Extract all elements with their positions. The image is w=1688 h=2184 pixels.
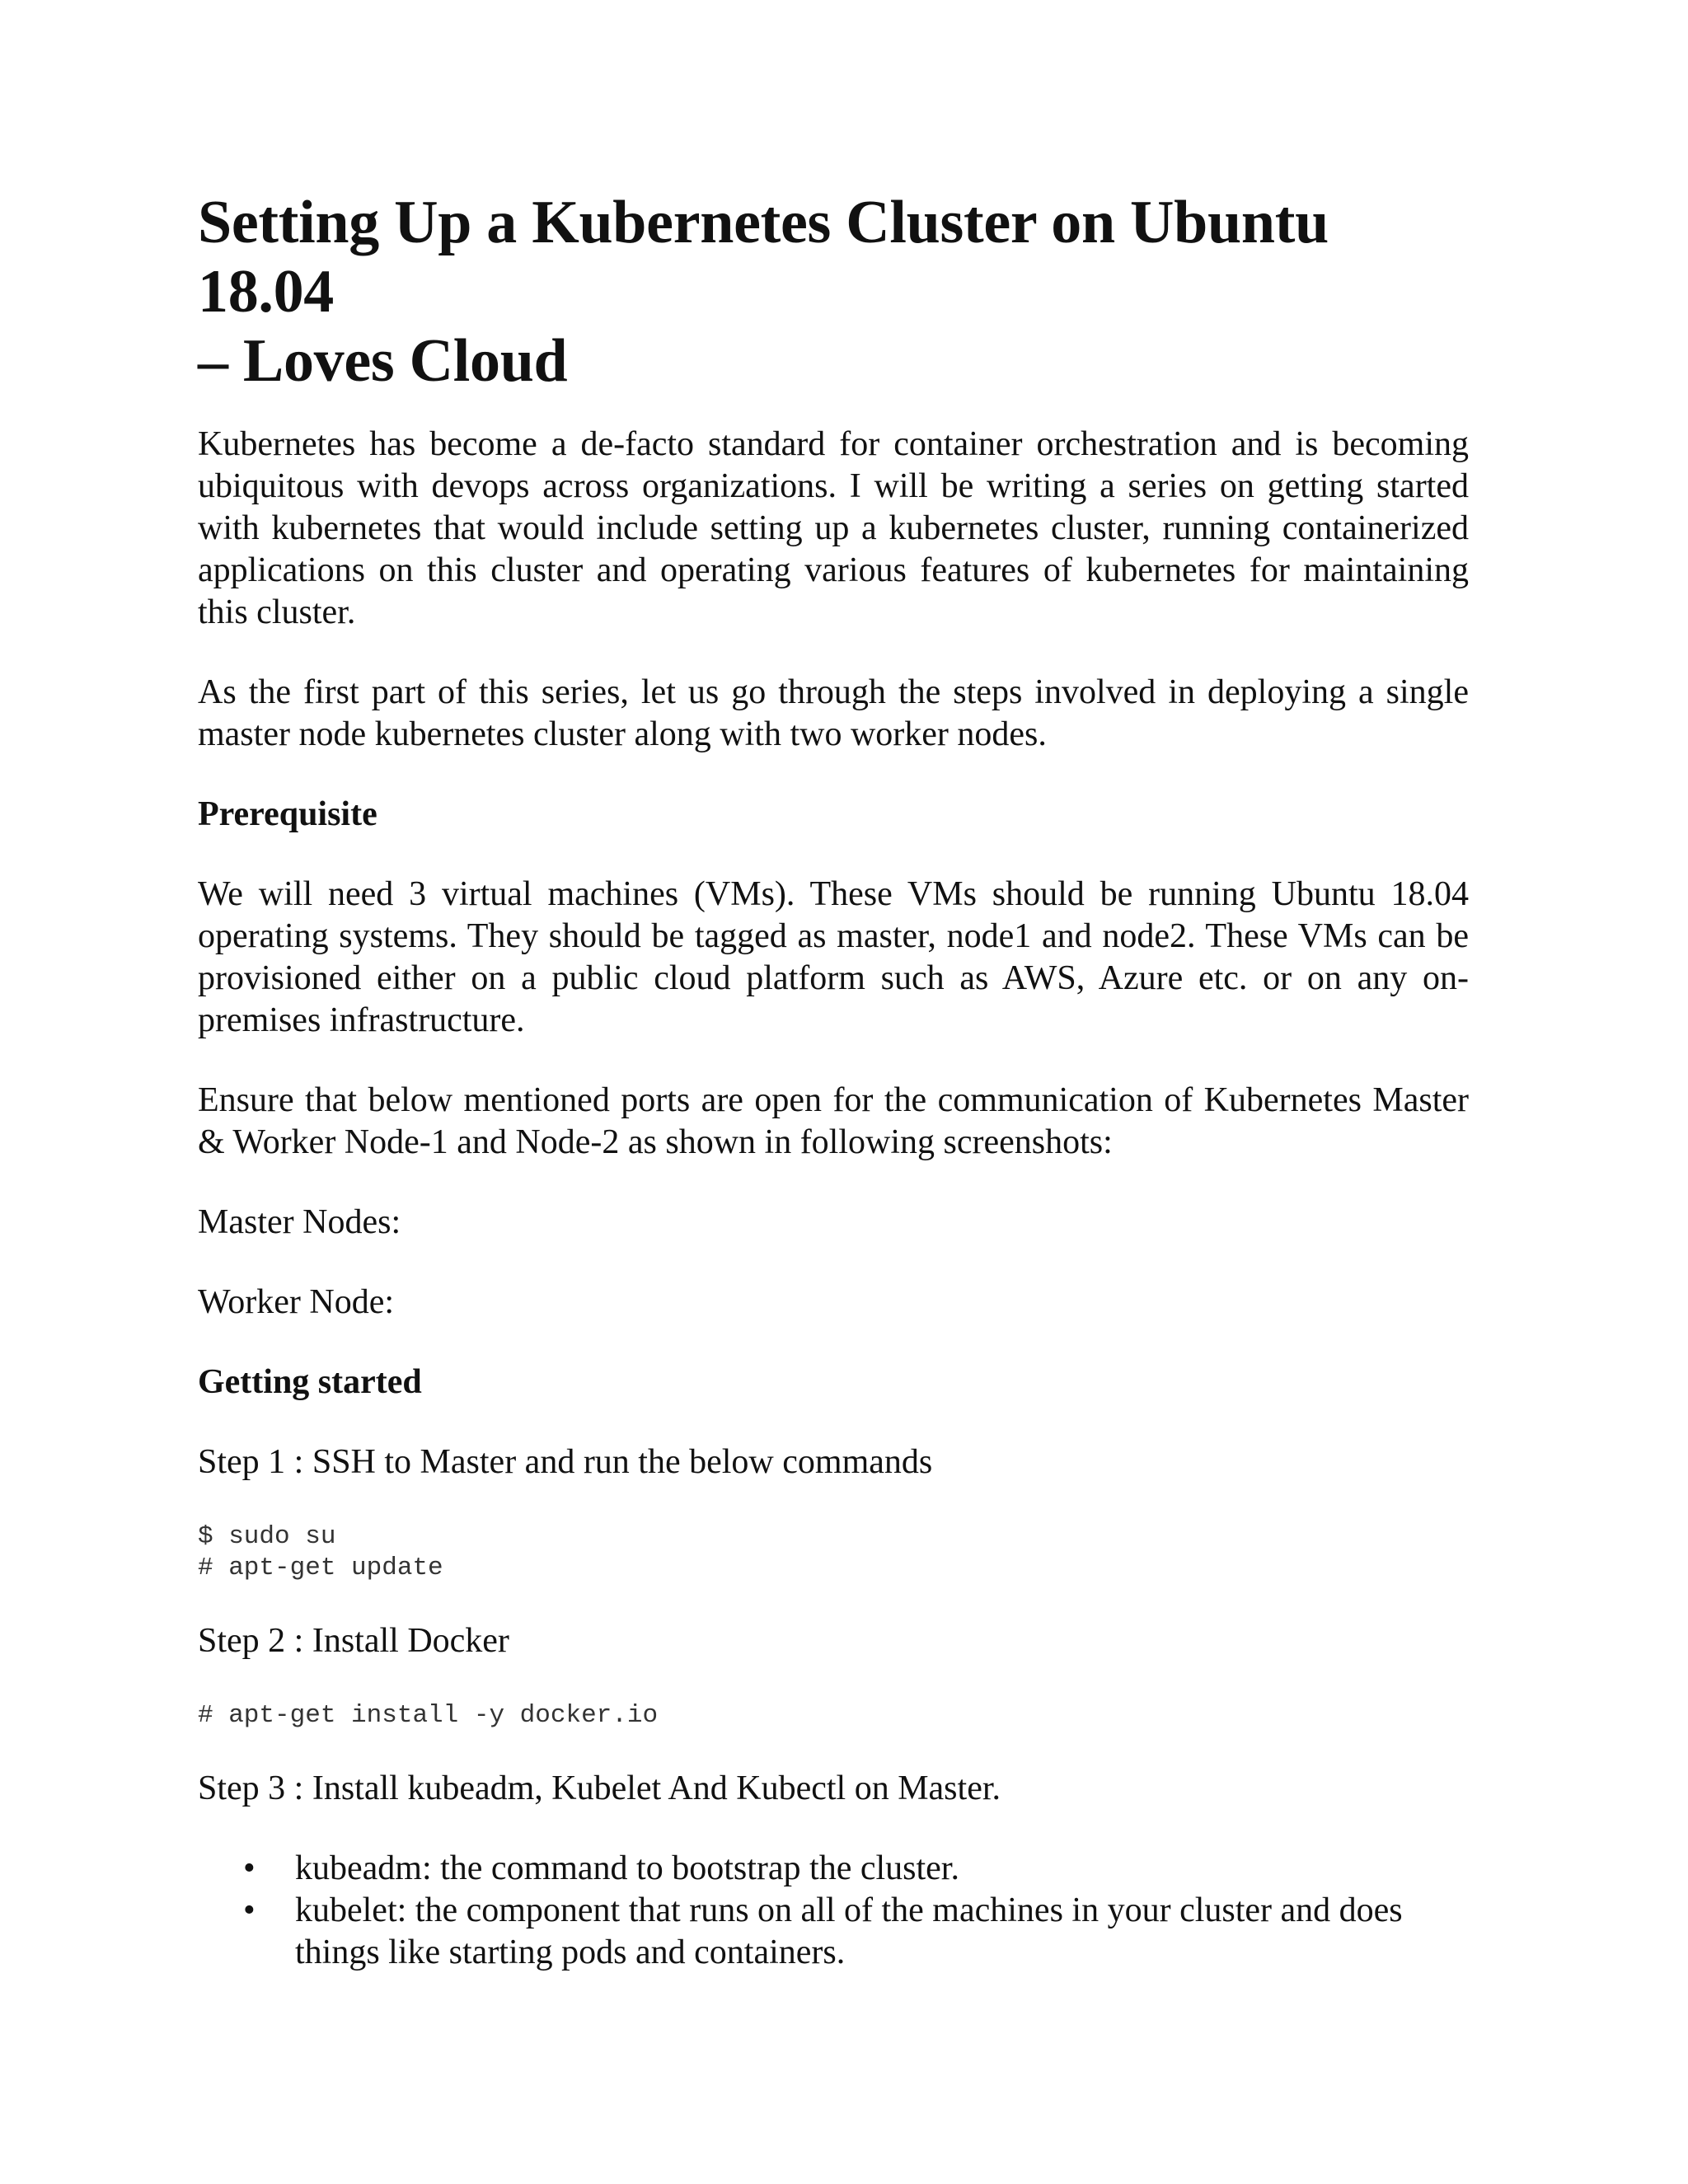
bullet-icon: • xyxy=(243,1849,256,1887)
list-item-text: kubeadm: the command to bootstrap the cluster. xyxy=(295,1849,959,1887)
list-item-text: kubelet: the component that runs on all of the machines in your cluster and does things like starting pods and containers. xyxy=(295,1891,1403,1971)
code-line: # apt-get install -y docker.io xyxy=(198,1701,659,1730)
component-bullet-list xyxy=(198,1848,1469,1974)
list-item xyxy=(198,1890,1469,1974)
intro-paragraph-2: As the first part of this series, let us go through the steps involved in deploying a single master node kubernetes cluster along with two worker nodes. xyxy=(198,673,1469,753)
step-1-text: Step 1 : SSH to Master and run the below commands xyxy=(198,1443,933,1481)
step-1-code-block xyxy=(198,1521,1469,1584)
getting-started-heading: Getting started xyxy=(198,1363,422,1401)
step-3-text: Step 3 : Install kubeadm, Kubelet And Kubectl on Master. xyxy=(198,1769,1001,1807)
title-line-1: Setting Up a Kubernetes Cluster on Ubuntu 18.04 xyxy=(198,189,1329,326)
prerequisite-paragraph-2: Ensure that below mentioned ports are open for the communication of Kubernetes Master & Worker Node-1 and Node-2 as shown in following screenshots: xyxy=(198,1081,1469,1161)
title-line-2: – Loves Cloud xyxy=(198,327,568,395)
step-2-code-block xyxy=(198,1700,1469,1732)
bullet-icon: • xyxy=(243,1891,256,1929)
prerequisite-heading: Prerequisite xyxy=(198,795,377,833)
master-nodes-label: Master Nodes: xyxy=(198,1203,401,1241)
document-page xyxy=(198,188,1469,1974)
worker-node-label: Worker Node: xyxy=(198,1283,395,1321)
page-title xyxy=(198,188,1469,396)
code-line: # apt-get update xyxy=(198,1554,443,1582)
list-item xyxy=(198,1848,1469,1890)
intro-paragraph-1: Kubernetes has become a de-facto standard for container orchestration and is becoming ubiquitous with devops across organizations. I will be writing a series on getting started with kubernetes that would include setting up a kubernetes cluster, running containerized applications on this cluster and operating various features of kubernetes for maintaining this cluster. xyxy=(198,425,1469,631)
step-2-text: Step 2 : Install Docker xyxy=(198,1622,509,1660)
code-line: $ sudo su xyxy=(198,1522,336,1551)
prerequisite-paragraph-1: We will need 3 virtual machines (VMs). These VMs should be running Ubuntu 18.04 operating systems. They should be tagged as master, node1 and node2. These VMs can be provisioned either on a public cloud platform such as AWS, Azure etc. or on any on-premises infrastructure. xyxy=(198,875,1469,1039)
